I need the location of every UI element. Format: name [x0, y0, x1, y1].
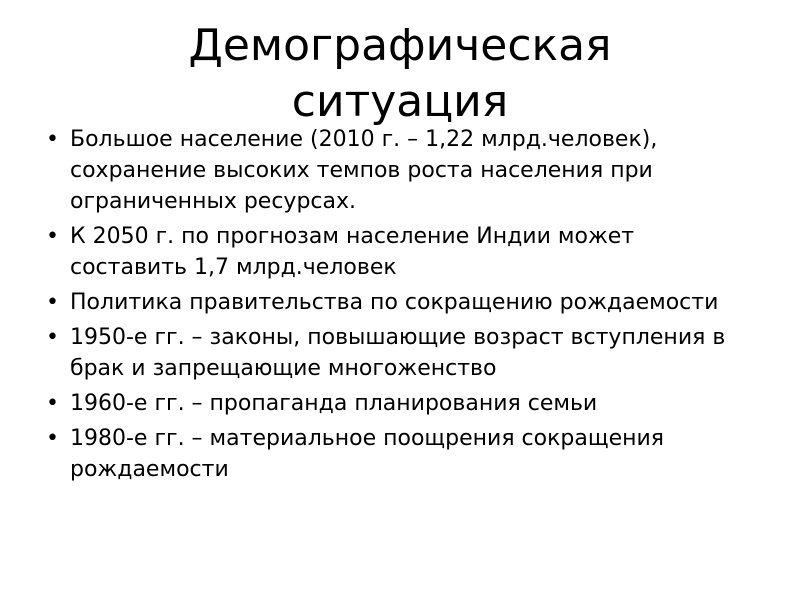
- bullet-text: Большое население (2010 г. – 1,22 млрд.человек), сохранение высоких темпов роста населения при ограниченных ресурсах.: [70, 127, 658, 214]
- bullet-item: [46, 322, 746, 384]
- title-line-2: ситуация: [291, 76, 509, 127]
- bullet-text: 1960-е гг. – пропаганда планирования семьи: [70, 391, 598, 416]
- bullet-item: [46, 423, 746, 485]
- bullet-dot-icon: •: [46, 325, 59, 350]
- bullet-item: [46, 388, 746, 419]
- bullet-dot-icon: •: [46, 224, 59, 249]
- bullet-text: 1950-е гг. – законы, повышающие возраст вступления в брак и запрещающие многоженство: [70, 325, 726, 381]
- bullet-list: [46, 124, 746, 489]
- bullet-text: К 2050 г. по прогнозам население Индии может составить 1,7 млрд.человек: [70, 224, 635, 280]
- bullet-text: 1980-е гг. – материальное поощрения сокращения рождаемости: [70, 426, 665, 482]
- bullet-text: Политика правительства по сокращению рождаемости: [70, 290, 719, 315]
- slide-title: [0, 18, 800, 130]
- bullet-item: [46, 124, 746, 217]
- bullet-dot-icon: •: [46, 391, 59, 416]
- bullet-dot-icon: •: [46, 290, 59, 315]
- bullet-dot-icon: •: [46, 127, 59, 152]
- bullet-dot-icon: •: [46, 426, 59, 451]
- bullet-item: [46, 287, 746, 318]
- bullet-item: [46, 221, 746, 283]
- title-line-1: Демографическая: [188, 20, 612, 71]
